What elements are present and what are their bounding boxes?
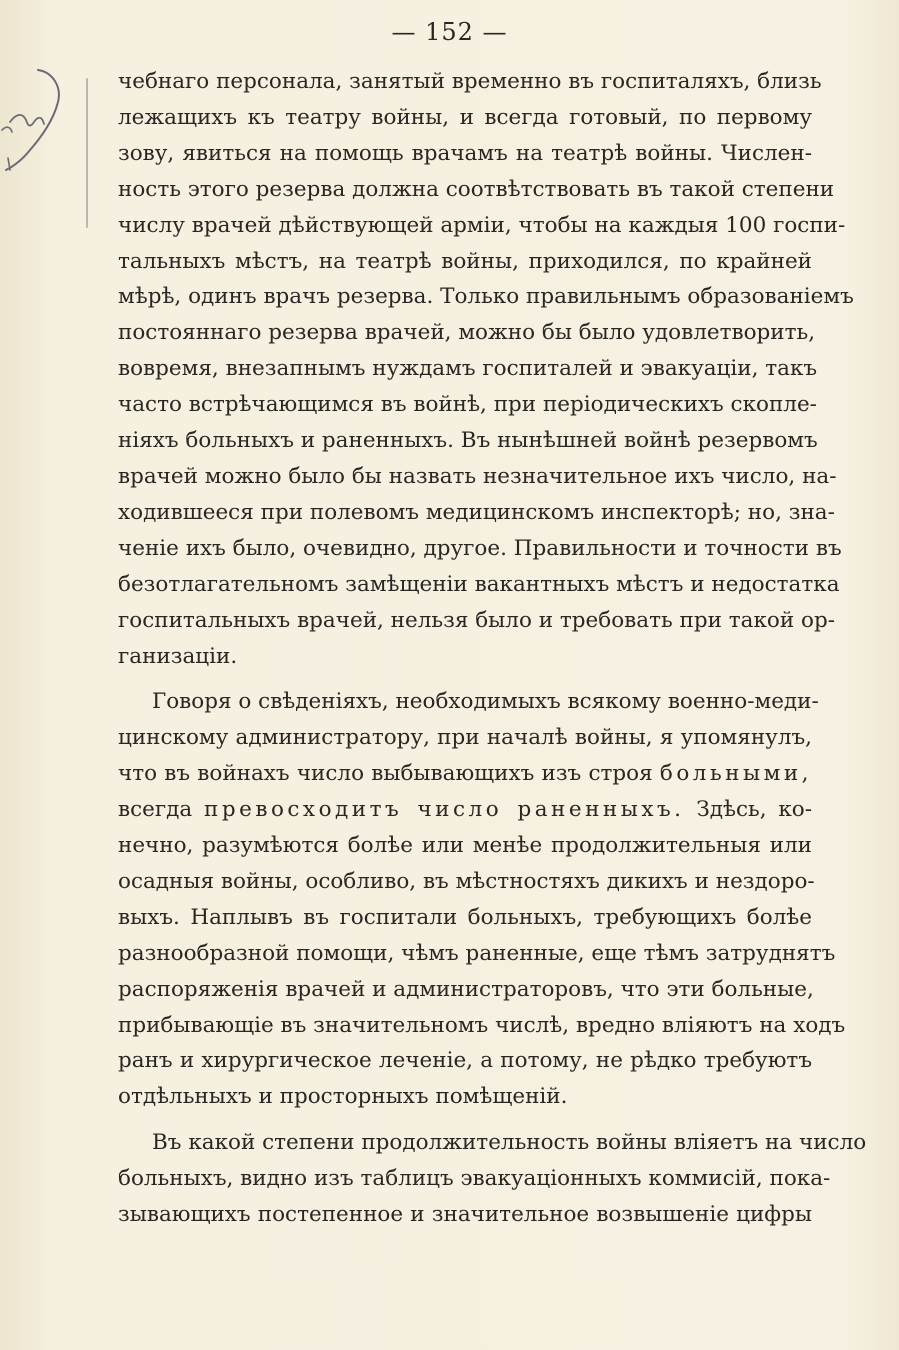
text-line: вовремя, внезапнымъ нуждамъ госпиталей и эвакуаціи, такъ <box>118 356 818 382</box>
text-line: цинскому администратору, при началѣ войны, я упомянулъ, <box>118 725 812 751</box>
page-number: — 152 — <box>391 18 508 46</box>
text-line: тальныхъ мѣстъ, на театрѣ войны, приходился, по крайней <box>118 248 812 274</box>
text-line: распоряженія врачей и администраторовъ, что эти больные, <box>118 976 814 1002</box>
text-line: ность этого резерва должна соотвѣтствовать въ такой степени <box>118 176 835 202</box>
text-run: что въ войнахъ число выбывающихъ изъ строя <box>118 761 653 787</box>
margin-vertical-mark <box>86 78 88 228</box>
text-line: мѣрѣ, одинъ врачъ резерва. Только правильнымъ образованіемъ <box>118 284 854 310</box>
text-line: прибывающіе въ значительномъ числѣ, вредно вліяютъ на ходъ <box>118 1012 846 1038</box>
text-line: выхъ. Наплывъ въ госпитали больныхъ, требующихъ болѣе <box>118 904 812 930</box>
text-run: Здѣсь, ко- <box>696 797 812 823</box>
text-line: ходившееся при полевомъ медицинскомъ инспекторѣ; но, зна- <box>118 499 835 525</box>
text-line <box>118 756 812 792</box>
text-line: зывающихъ постепенное и значительное возвышеніе цифры <box>118 1202 812 1228</box>
text-line: ранъ и хирургическое леченіе, а потому, не рѣдко требуютъ <box>118 1048 812 1074</box>
text-line: больныхъ, видно изъ таблицъ эвакуаціонныхъ коммисій, пока- <box>118 1166 831 1192</box>
text-line: зову, явиться на помощь врачамъ на театрѣ войны. Числен- <box>118 140 812 166</box>
text-line: чебнаго персонала, занятый временно въ госпиталяхъ, близь <box>118 69 822 94</box>
text-line: нечно, разумѣются болѣе или менѣе продолжительныя или <box>118 833 812 859</box>
text-line: часто встрѣчающимся въ войнѣ, при періодическихъ скопле- <box>118 392 817 418</box>
text-line: разнообразной помощи, чѣмъ раненные, еще тѣмъ затруднятъ <box>118 940 836 966</box>
paragraph-3 <box>118 1125 867 1233</box>
paragraph-2 <box>118 684 846 1115</box>
handwritten-margin-mark <box>0 30 80 220</box>
text-line <box>118 792 812 828</box>
text-line: безотлагательномъ замѣщеніи вакантныхъ мѣстъ и недостатка <box>118 571 840 597</box>
text-line: ганизаціи. <box>118 643 238 669</box>
text-line: ніяхъ больныхъ и раненныхъ. Въ нынѣшней войнѣ резервомъ <box>118 428 818 454</box>
body-text <box>118 64 867 1233</box>
text-line: постояннаго резерва врачей, можно бы было удовлетворить, <box>118 320 816 346</box>
paragraph-1 <box>118 64 854 674</box>
text-run: всегда <box>118 797 193 823</box>
text-line: лежащихъ къ театру войны, и всегда готовый, по первому <box>118 104 812 130</box>
text-line: Въ какой степени продолжительность войны вліяетъ на число <box>152 1130 867 1156</box>
text-line: числу врачей дѣйствующей арміи, чтобы на каждыя 100 госпи- <box>118 212 846 238</box>
emphasized-text: больными, <box>659 761 812 787</box>
text-line: ченіе ихъ было, очевидно, другое. Правильности и точности въ <box>118 535 842 561</box>
text-line: Говоря о свѣденіяхъ, необходимыхъ всякому военно-меди- <box>152 689 819 715</box>
text-line: врачей можно было бы назвать незначительное ихъ число, на- <box>118 463 837 489</box>
text-line: госпитальныхъ врачей, нельзя было и требовать при такой ор- <box>118 607 835 633</box>
emphasized-text: превосходитъ число раненныхъ. <box>204 797 685 823</box>
text-line: отдѣльныхъ и просторныхъ помѣщеній. <box>118 1084 568 1110</box>
text-line: осадныя войны, особливо, въ мѣстностяхъ дикихъ и нездоро- <box>118 868 815 894</box>
